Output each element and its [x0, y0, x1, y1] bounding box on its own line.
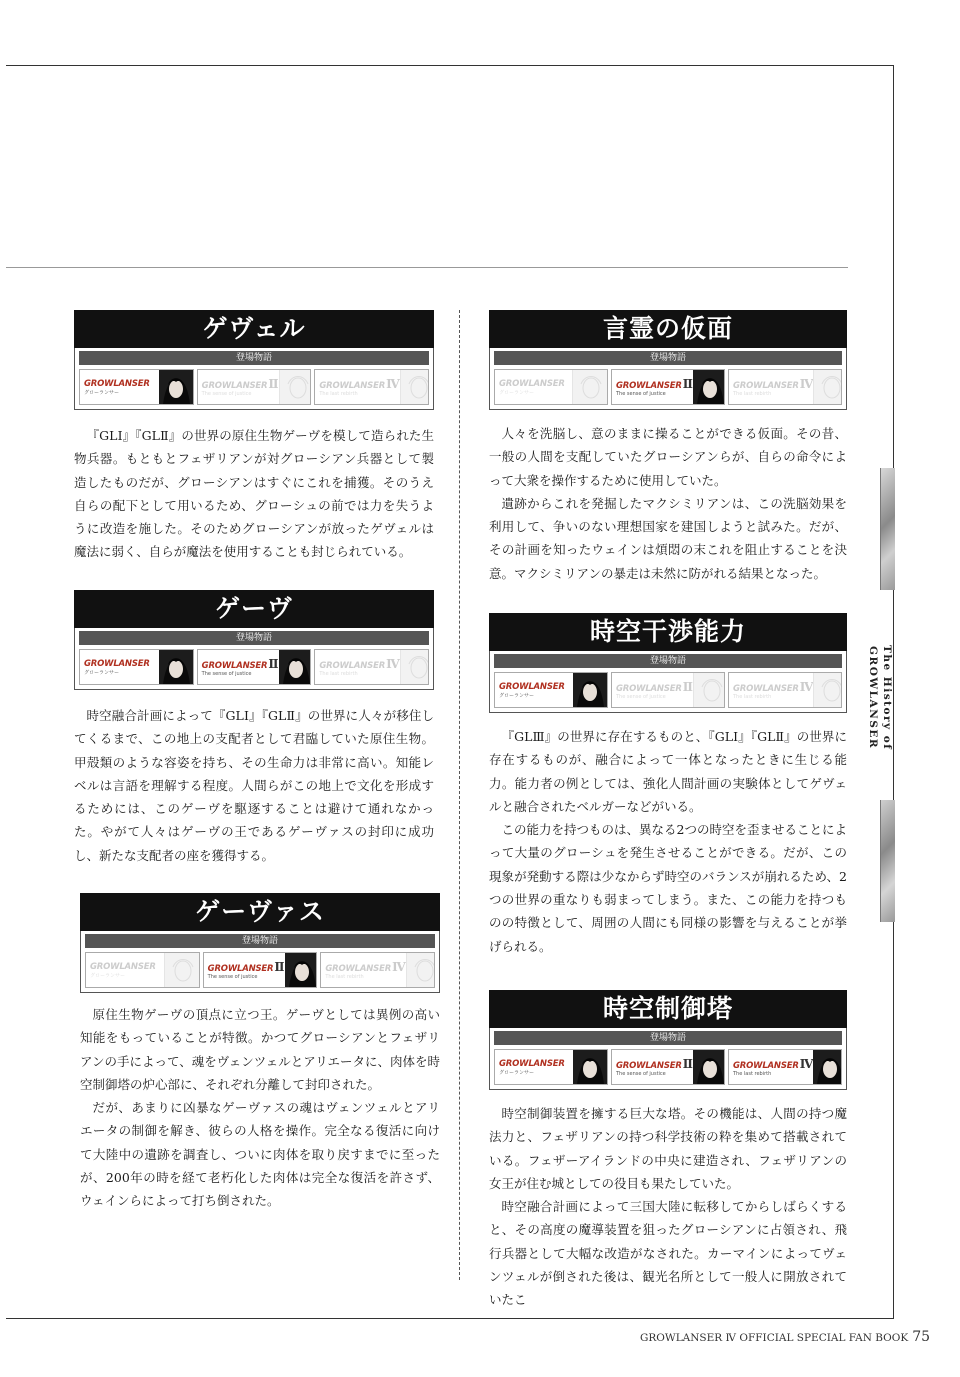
- game-logo-2: [197, 649, 312, 685]
- logo-subtitle: グローランサー: [84, 669, 120, 676]
- game-logos: [494, 672, 842, 708]
- character-portrait: [693, 1050, 725, 1084]
- game-logo-1: [494, 672, 608, 708]
- game-logo-3: [728, 369, 842, 405]
- entry-title: 言霊の仮面: [489, 310, 847, 348]
- entry-paragraph: 人々を洗脳し、意のままに操ることができる仮面。その昔、一般の人間を支配していたグローシアンらが、自らの命令によって大衆を操作するために使用していた。: [489, 426, 847, 488]
- logo-subtitle: The sense of justice: [616, 694, 666, 700]
- appears-label: 登場物語: [494, 654, 842, 668]
- side-title: The History of GROWLANSER: [867, 644, 893, 751]
- character-portrait: [813, 370, 842, 404]
- entry-header: [489, 613, 847, 713]
- logo-subtitle: The last rebirth: [319, 391, 358, 397]
- logo-numeral: Ⅱ: [268, 377, 279, 391]
- character-portrait: [693, 673, 725, 707]
- character-portrait: [573, 1050, 607, 1084]
- game-logos: [85, 952, 435, 988]
- entry-paragraph: 遺跡からこれを発掘したマクシミリアンは、この洗脳効果を利用して、争いのない理想国家を建国しようと試みた。だが、その計画を知ったウェインは煩悶の末これを阻止することを決意。マクシミリアンの暴走は未然に防がれる結果となった。: [489, 495, 847, 581]
- character-portrait: [159, 370, 193, 404]
- footer-book-title: GROWLANSER Ⅳ OFFICIAL SPECIAL FAN BOOK: [640, 1332, 909, 1344]
- entry-header: [489, 990, 847, 1090]
- entry-mask: [489, 310, 847, 585]
- character-portrait: [285, 953, 318, 987]
- entry-paragraph: 原住生物ゲーヴの頂点に立つ王。ゲーヴとしては異例の高い知能をもっていることが特徴。かつてグローシアンとフェザリアンの手によって、魂をヴェンツェルとアリエータに、肉体を時空制御塔の炉心部に、それぞれ分離して封印された。: [80, 1007, 441, 1092]
- entry-header: [489, 310, 847, 410]
- logo-title: GROWLANSER: [319, 381, 386, 391]
- logo-title: GROWLANSER: [207, 964, 274, 974]
- logo-title: GROWLANSER: [616, 1061, 682, 1071]
- logo-subtitle: The last rebirth: [733, 694, 772, 700]
- game-logo-3: [320, 952, 435, 988]
- game-logo-1: [494, 1049, 608, 1085]
- logo-subtitle: グローランサー: [499, 1069, 535, 1076]
- entry-gev: [74, 590, 434, 867]
- entry-header: [74, 310, 434, 410]
- entry-tower: [489, 990, 847, 1312]
- appears-panel: [74, 628, 434, 690]
- logo-title: GROWLANSER: [733, 381, 799, 391]
- entry-title: 時空干渉能力: [489, 613, 847, 651]
- entry-title: ゲーヴ: [74, 590, 434, 628]
- appears-panel: [74, 348, 434, 410]
- entry-header: [74, 590, 434, 690]
- game-logos: [79, 369, 429, 405]
- entry-header: [80, 893, 440, 993]
- character-portrait: [573, 673, 607, 707]
- entry-body: [74, 424, 434, 564]
- entry-title: 時空制御塔: [489, 990, 847, 1028]
- logo-title: GROWLANSER: [616, 684, 682, 694]
- entry-title: ゲーヴァス: [80, 893, 440, 931]
- game-logo-3: [728, 672, 842, 708]
- logo-numeral: Ⅱ: [274, 960, 285, 974]
- column-divider: [459, 310, 460, 1280]
- logo-subtitle: グローランサー: [84, 389, 120, 396]
- appears-panel: [489, 1028, 847, 1090]
- character-portrait: [279, 370, 312, 404]
- logo-title: GROWLANSER: [499, 1058, 565, 1069]
- entry-paragraph: 時空制御装置を擁する巨大な塔。その機能は、人間の持つ魔法力と、フェザリアンの持つ科学技術の粋を集めて搭載されている。フェザーアイランドの中央に建造され、フェザリアンの女王が住む城としての役目も果たしていた。: [489, 1106, 847, 1191]
- logo-numeral: Ⅱ: [682, 1057, 693, 1071]
- character-portrait: [164, 953, 199, 987]
- character-portrait: [400, 650, 429, 684]
- logo-subtitle: グローランサー: [499, 692, 535, 699]
- logo-subtitle: The sense of justice: [207, 974, 258, 980]
- character-portrait: [813, 673, 842, 707]
- logo-title: GROWLANSER: [319, 661, 386, 671]
- entry-title: ゲヴェル: [74, 310, 434, 348]
- appears-panel: [489, 348, 847, 410]
- entry-paragraph: 時空融合計画によって『GLⅠ』『GLⅡ』の世界に人々が移住してくるまで、この地上の支配者として君臨していた原住生物。甲殻類のような容姿を持ち、その生命力は非常に高い。知能レベルは言語を理解する程度。人間らがこの地上で文化を形成するためには、このゲーヴを駆逐することは避けて通れなかった。やがて人々はゲーヴの王であるゲーヴァスの封印に成功し、新たな支配者の座を獲得する。: [74, 708, 434, 863]
- character-portrait: [159, 650, 193, 684]
- game-logos: [494, 369, 842, 405]
- game-logos: [79, 649, 429, 685]
- logo-subtitle: The sense of justice: [201, 671, 252, 677]
- entry-paragraph: だが、あまりに凶暴なゲーヴァスの魂はヴェンツェルとアリエータの制御を解き、彼らの人格を操作。完全なる復活に向けて大陸中の遺跡を調査し、ついに肉体を取り戻すまでに至ったが、200年の時を経て老朽化した肉体は完全な復活を許さず、ウェインらによって打ち倒された。: [80, 1100, 440, 1209]
- character-portrait: [572, 370, 607, 404]
- logo-title: GROWLANSER: [201, 661, 268, 671]
- logo-numeral: Ⅳ: [799, 1057, 814, 1071]
- section-rule: [6, 267, 848, 268]
- logo-title: GROWLANSER: [84, 378, 150, 389]
- page-footer: [640, 1329, 930, 1345]
- game-logo-1: [79, 649, 194, 685]
- appears-label: 登場物語: [494, 1031, 842, 1045]
- entry-body: [80, 1003, 440, 1213]
- logo-title: GROWLANSER: [499, 681, 565, 692]
- page-frame-bottom: [6, 1318, 894, 1319]
- appears-label: 登場物語: [79, 631, 429, 645]
- page-frame-top: [6, 65, 894, 66]
- entry-body: [489, 725, 847, 958]
- game-logo-1: [85, 952, 200, 988]
- entry-body: [74, 704, 434, 867]
- game-logo-2: [611, 1049, 725, 1085]
- entry-paragraph: 時空融合計画によって三国大陸に転移してからしばらくすると、その高度の魔導装置を狙ったグローシアンに占領され、飛行兵器として大幅な改造がなされた。カーマインによってヴェンツェルが倒された後は、観光名所として一般人に開放されていたこ: [489, 1199, 847, 1308]
- game-logo-1: [79, 369, 194, 405]
- entry-interference: [489, 613, 847, 958]
- side-tab-decoration-top: [880, 468, 895, 590]
- appears-panel: [80, 931, 440, 993]
- logo-numeral: Ⅳ: [392, 960, 406, 974]
- game-logo-3: [728, 1049, 842, 1085]
- logo-subtitle: The last rebirth: [733, 391, 772, 397]
- entry-paragraph: 『GLⅠ』『GLⅡ』の世界の原住生物ゲーヴを模して造られた生物兵器。もともとフェザリアンが対グローシアン兵器として製造したものだが、グローシアンはすぐにこれを捕獲。そのうえ自らの配下として用いるため、グローシュの前では力を失うように改造を施した。そのためグローシアンが放ったゲヴェルは魔法に弱く、自らが魔法を使用することも封じられている。: [74, 428, 434, 560]
- game-logos: [494, 1049, 842, 1085]
- logo-title: GROWLANSER: [325, 964, 392, 974]
- game-logo-2: [197, 369, 312, 405]
- logo-title: GROWLANSER: [733, 1061, 799, 1071]
- character-portrait: [400, 370, 429, 404]
- entry-gevas: [80, 893, 440, 1213]
- side-tab-decoration-bottom: [880, 800, 895, 922]
- logo-title: GROWLANSER: [90, 961, 156, 972]
- logo-title: GROWLANSER: [616, 381, 682, 391]
- logo-title: GROWLANSER: [84, 658, 150, 669]
- appears-label: 登場物語: [79, 351, 429, 365]
- entry-body: [489, 422, 847, 585]
- game-logo-3: [314, 369, 429, 405]
- game-logo-2: [611, 369, 725, 405]
- logo-subtitle: グローランサー: [90, 972, 126, 979]
- entry-paragraph: この能力を持つものは、異なる2つの時空を歪ませることによって大量のグローシュを発生させることができる。だが、この現象が発動する際は少なからず時空のバランスが崩れるため、2つの世界の重なりも弱まってしまう。また、この能力を持つものの特徴として、周囲の人間にも同様の影響を与えることが挙げられる。: [489, 822, 847, 954]
- entry-body: [489, 1102, 847, 1312]
- character-portrait: [406, 953, 435, 987]
- game-logo-2: [203, 952, 318, 988]
- logo-title: GROWLANSER: [733, 684, 799, 694]
- entry-paragraph: 『GLⅢ』の世界に存在するものと、『GLⅠ』『GLⅡ』の世界に存在するものが、融合によって一体となったときに生じる能力。能力者の例としては、強化人間計画の実験体としてゲヴェルと融合されたベルガーなどがいる。: [489, 729, 847, 814]
- logo-subtitle: The last rebirth: [319, 671, 358, 677]
- logo-numeral: Ⅳ: [386, 657, 400, 671]
- logo-subtitle: The sense of justice: [201, 391, 252, 397]
- entry-gevel: [74, 310, 434, 564]
- logo-numeral: Ⅳ: [799, 377, 814, 391]
- character-portrait: [693, 370, 725, 404]
- logo-title: GROWLANSER: [201, 381, 268, 391]
- logo-subtitle: The sense of justice: [616, 1071, 666, 1077]
- logo-numeral: Ⅱ: [268, 657, 279, 671]
- page-number: 75: [912, 1329, 931, 1345]
- game-logo-2: [611, 672, 725, 708]
- appears-panel: [489, 651, 847, 713]
- logo-numeral: Ⅱ: [682, 680, 693, 694]
- appears-label: 登場物語: [494, 351, 842, 365]
- character-portrait: [813, 1050, 842, 1084]
- game-logo-1: [494, 369, 608, 405]
- logo-subtitle: The last rebirth: [733, 1071, 772, 1077]
- logo-subtitle: The last rebirth: [325, 974, 364, 980]
- logo-subtitle: グローランサー: [499, 389, 535, 396]
- character-portrait: [279, 650, 312, 684]
- logo-subtitle: The sense of justice: [616, 391, 666, 397]
- appears-label: 登場物語: [85, 934, 435, 948]
- logo-numeral: Ⅱ: [682, 377, 693, 391]
- game-logo-3: [314, 649, 429, 685]
- logo-title: GROWLANSER: [499, 378, 565, 389]
- logo-numeral: Ⅳ: [799, 680, 814, 694]
- logo-numeral: Ⅳ: [386, 377, 400, 391]
